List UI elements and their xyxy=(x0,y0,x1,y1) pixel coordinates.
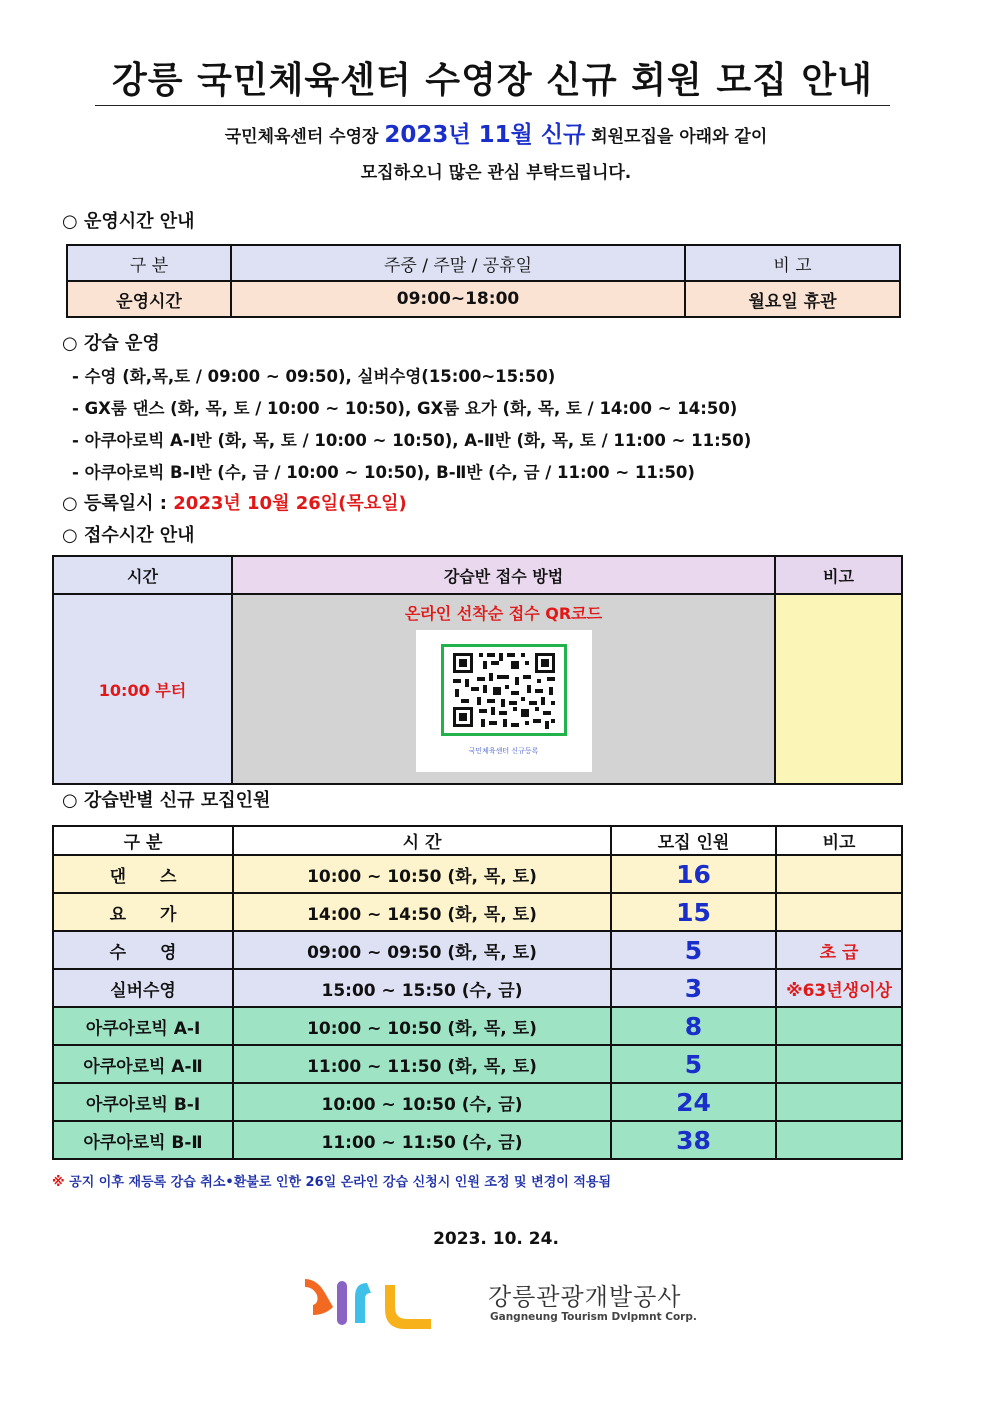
logo-name: 강릉관광개발공사 xyxy=(488,1283,682,1311)
logo-mark-icon xyxy=(303,1275,481,1331)
company-logo xyxy=(303,1275,703,1335)
reception-header-note: 비고 xyxy=(775,556,902,594)
registration-date-label: ○ 등록일시 : xyxy=(62,493,174,514)
op-header-category: 구 분 xyxy=(67,245,231,281)
table-row xyxy=(53,1045,902,1083)
op-cell-hours: 09:00~18:00 xyxy=(231,281,685,317)
operating-table xyxy=(66,244,901,318)
class-count: 8 xyxy=(611,1007,776,1045)
intro-pre: 국민체육센터 수영장 xyxy=(224,127,385,147)
class-note xyxy=(776,1083,902,1121)
footnote xyxy=(52,1171,611,1190)
class-count: 24 xyxy=(611,1083,776,1121)
reception-header-time: 시간 xyxy=(53,556,232,594)
class-name: 실버수영 xyxy=(53,969,233,1007)
intro-highlight: 2023년 11월 신규 xyxy=(384,122,586,148)
registration-date xyxy=(62,489,407,515)
reception-method-title: 온라인 선착순 접수 QR코드 xyxy=(404,604,603,623)
footnote-text: 공지 이후 재등록 강습 취소•환불로 인한 26일 온라인 강습 신청시 인원 조정 및 변경이 적용됨 xyxy=(64,1175,612,1190)
op-cell-note: 월요일 휴관 xyxy=(685,281,900,317)
notice-date: 2023. 10. 24. xyxy=(433,1229,559,1249)
class-time: 09:00 ~ 09:50 (화, 목, 토) xyxy=(233,931,611,969)
class-count: 16 xyxy=(611,855,776,893)
class-note xyxy=(776,1045,902,1083)
class-note: ※63년생이상 xyxy=(776,969,902,1007)
reception-time: 10:00 부터 xyxy=(53,594,232,784)
reception-header-method: 강습반 접수 방법 xyxy=(232,556,775,594)
recruit-heading: ○ 강습반별 신규 모집인원 xyxy=(62,790,271,811)
reception-method xyxy=(232,594,775,784)
class-name: 아쿠아로빅 B-Ⅰ xyxy=(53,1083,233,1121)
class-name: 요 가 xyxy=(53,893,233,931)
page-title: 강릉 국민체육센터 수영장 신규 회원 모집 안내 xyxy=(112,60,873,101)
class-time: 10:00 ~ 10:50 (수, 금) xyxy=(233,1083,611,1121)
intro-line-2: 모집하오니 많은 관심 부탁드립니다. xyxy=(360,163,632,183)
class-name: 아쿠아로빅 A-Ⅱ xyxy=(53,1045,233,1083)
class-line-4: - 아쿠아로빅 B-Ⅰ반 (수, 금 / 10:00 ~ 10:50), B-Ⅱ반 (수, 금 / 11:00 ~ 11:50) xyxy=(72,463,695,482)
table-row xyxy=(53,1121,902,1159)
op-header-hours: 주중 / 주말 / 공휴일 xyxy=(231,245,685,281)
class-line-3: - 아쿠아로빅 A-Ⅰ반 (화, 목, 토 / 10:00 ~ 10:50), A-Ⅱ반 (화, 목, 토 / 11:00 ~ 11:50) xyxy=(72,431,752,450)
table-row xyxy=(53,1083,902,1121)
class-count: 38 xyxy=(611,1121,776,1159)
class-name: 댄 스 xyxy=(53,855,233,893)
qr-caption: 국민체육센터 신규등록 xyxy=(468,747,539,755)
class-name: 아쿠아로빅 A-Ⅰ xyxy=(53,1007,233,1045)
reception-note xyxy=(775,594,902,784)
table-row xyxy=(53,855,902,893)
class-time: 14:00 ~ 14:50 (화, 목, 토) xyxy=(233,893,611,931)
class-time: 11:00 ~ 11:50 (화, 목, 토) xyxy=(233,1045,611,1083)
registration-date-value: 2023년 10월 26일(목요일) xyxy=(173,493,407,514)
class-count: 5 xyxy=(611,1045,776,1083)
class-note xyxy=(776,893,902,931)
table-row xyxy=(53,1007,902,1045)
recruit-header-category: 구 분 xyxy=(53,826,233,855)
footnote-mark: ※ xyxy=(52,1175,65,1190)
table-row xyxy=(53,969,902,1007)
class-note xyxy=(776,1121,902,1159)
class-note xyxy=(776,1007,902,1045)
class-time: 10:00 ~ 10:50 (화, 목, 토) xyxy=(233,855,611,893)
operating-heading: ○ 운영시간 안내 xyxy=(62,211,195,232)
recruit-table xyxy=(52,825,903,1160)
class-time: 10:00 ~ 10:50 (화, 목, 토) xyxy=(233,1007,611,1045)
reception-table xyxy=(52,555,903,785)
logo-subtitle: Gangneung Tourism Dvlpmnt Corp. xyxy=(490,1311,697,1323)
op-header-note: 비 고 xyxy=(685,245,900,281)
recruit-header-time: 시 간 xyxy=(233,826,611,855)
recruit-header-note: 비고 xyxy=(776,826,902,855)
class-line-1: - 수영 (화,목,토 / 09:00 ~ 09:50), 실버수영(15:00~15:50) xyxy=(72,367,556,386)
qr-code[interactable] xyxy=(416,630,592,772)
table-row xyxy=(53,893,902,931)
title-divider xyxy=(95,105,890,106)
recruit-header-count: 모집 인원 xyxy=(611,826,776,855)
class-count: 15 xyxy=(611,893,776,931)
intro-post: 회원모집을 아래와 같이 xyxy=(585,127,768,147)
class-name: 수 영 xyxy=(53,931,233,969)
class-line-2: - GX룸 댄스 (화, 목, 토 / 10:00 ~ 10:50), GX룸 요가 (화, 목, 토 / 14:00 ~ 14:50) xyxy=(72,399,738,418)
class-time: 15:00 ~ 15:50 (수, 금) xyxy=(233,969,611,1007)
class-note: 초 급 xyxy=(776,931,902,969)
class-time: 11:00 ~ 11:50 (수, 금) xyxy=(233,1121,611,1159)
op-cell-label: 운영시간 xyxy=(67,281,231,317)
class-note xyxy=(776,855,902,893)
reception-heading: ○ 접수시간 안내 xyxy=(62,525,195,546)
intro-line-1 xyxy=(60,116,932,149)
classes-heading: ○ 강습 운영 xyxy=(62,333,160,354)
class-count: 5 xyxy=(611,931,776,969)
qr-icon xyxy=(441,644,567,736)
table-row xyxy=(53,931,902,969)
class-name: 아쿠아로빅 B-Ⅱ xyxy=(53,1121,233,1159)
class-count: 3 xyxy=(611,969,776,1007)
